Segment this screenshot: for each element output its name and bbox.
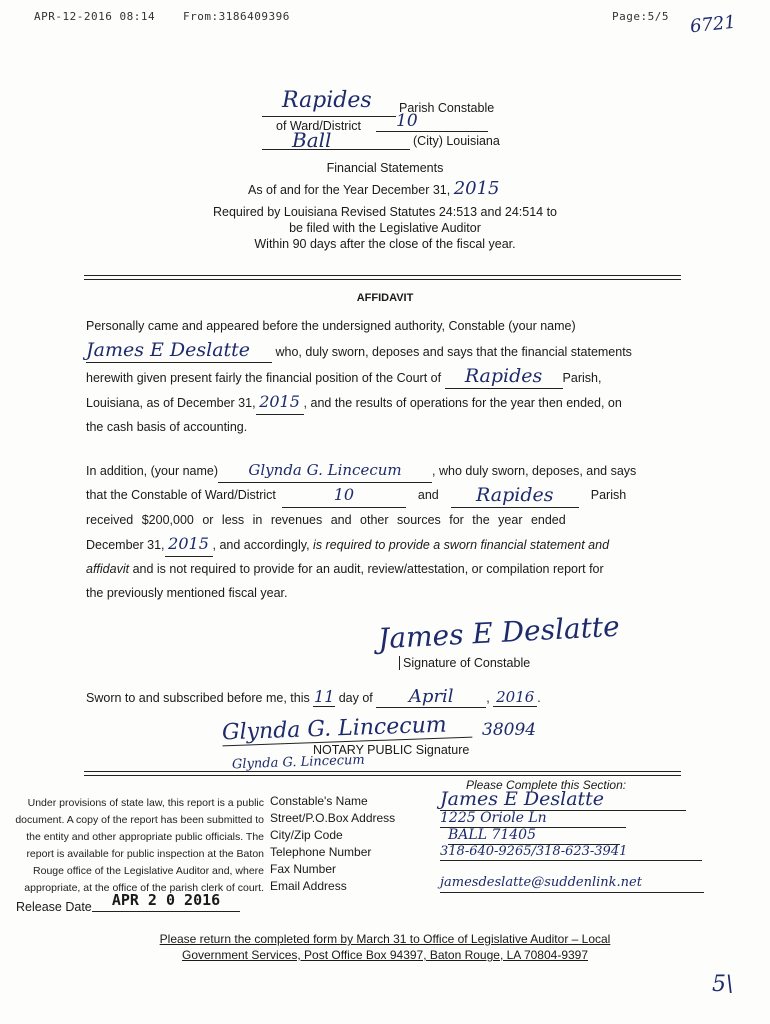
info-street-value: 1225 Oriole Ln (440, 810, 626, 828)
side-note-line: document. A copy of the report has been submitted to (15, 814, 264, 826)
parish-value: Rapides (282, 88, 372, 113)
constable-name-field: James E Deslatte (86, 338, 272, 363)
affidavit-paragraph-1 (86, 314, 686, 439)
p2-line-5-text: and is not required to provide for an audit, review/attestation, or compilation report for (132, 562, 604, 576)
fs-asof (248, 178, 500, 199)
requirement-line-2: be filed with the Legislative Auditor (289, 221, 481, 235)
p1-line-2 (86, 338, 686, 364)
label-email: Email Address (270, 879, 347, 893)
sworn-text-b: day of (338, 691, 373, 705)
info-telephone-value: 318-640-9265/318-623-3941 (440, 843, 702, 861)
info-labels (270, 793, 395, 895)
fax-from: From:3186409396 (183, 10, 290, 23)
label-constable-name: Constable's Name (270, 794, 368, 808)
fax-page: Page:5/5 (612, 10, 669, 23)
p2-line-5 (86, 557, 686, 581)
p1-line-5: the cash basis of accounting. (86, 420, 248, 434)
divider-top (84, 275, 681, 276)
city-label: (City) Louisiana (413, 134, 500, 148)
divider-bottom (84, 771, 681, 772)
sworn-line: Sworn to and subscribed before me, this 11 day of April , 2016 . (86, 686, 541, 707)
p1-line-4-end: , and the results of operations for the year then ended, on (303, 396, 622, 410)
p2-line-1 (86, 458, 686, 483)
sworn-day-field: 11 (314, 687, 335, 706)
city-field (262, 128, 410, 152)
p2-italic-affidavit: affidavit (86, 562, 130, 576)
p1-line-3-text: herewith given present fairly the financial position of the Court of (86, 371, 442, 385)
p2-line-2 (86, 483, 686, 508)
info-city-zip-value: BALL 71405 (448, 827, 620, 845)
label-telephone: Telephone Number (270, 845, 372, 859)
side-note-line: Rouge office of the Legislative Auditor and, where (33, 865, 264, 877)
label-fax: Fax Number (270, 862, 337, 876)
p2-line-2-text: that the Constable of Ward/District (86, 488, 276, 502)
ward-field (376, 111, 488, 132)
p1-parish-field: Rapides (445, 364, 563, 389)
affidavit-paragraph-2 (86, 458, 686, 605)
please-complete: Please Complete this Section: (466, 778, 627, 792)
p1-parish-suffix: Parish, (562, 371, 602, 385)
fs-year: 2015 (453, 178, 500, 199)
page-mark: 5\ (712, 972, 734, 997)
side-note-line: Under provisions of state law, this report is a public (27, 797, 264, 809)
sworn-year-field: 2016 (493, 688, 537, 707)
constable-signature: James E Deslatte (377, 609, 621, 656)
requirement-line-3: Within 90 days after the close of the fiscal year. (254, 237, 516, 251)
p1-line-4-text: Louisiana, as of December 31, (86, 396, 256, 410)
p2-line-1-end: , who duly sworn, deposes, and says (432, 464, 637, 478)
p1-year-field: 2015 (256, 390, 304, 415)
notary-signature-label: NOTARY PUBLIC Signature (313, 743, 470, 757)
p2-italic-text: is required to provide a sworn financial statement and (313, 538, 610, 552)
p1-line-4 (86, 390, 686, 415)
release-date-label: Release Date (16, 900, 92, 914)
p2-line-6: the previously mentioned fiscal year. (86, 586, 288, 600)
fs-asof-text: As of and for the Year December 31, (248, 183, 451, 197)
side-note-line: appropriate, at the office of the parish clerk of court. (24, 882, 264, 894)
ward-label: of Ward/District (276, 119, 361, 133)
divider-top-2 (84, 279, 681, 280)
requirement-line-1: Required by Louisiana Revised Statutes 24:513 and 24:514 to (213, 205, 557, 219)
p2-ward-field: 10 (282, 483, 406, 508)
p2-line-4-mid: , and accordingly, (212, 538, 310, 552)
release-date-stamp: APR 2 0 2016 (92, 889, 240, 912)
p2-line-1-text: In addition, (your name) (86, 464, 219, 478)
public-record-note (0, 795, 264, 897)
notary-number: 38094 (482, 720, 537, 740)
fs-title: Financial Statements (326, 161, 444, 175)
p2-name-field: Glynda G. Lincecum (218, 458, 432, 483)
side-note-line: report is available for public inspection at the Baton (26, 848, 264, 860)
info-email-value: jamesdeslatte@suddenlink.net (440, 874, 704, 893)
notary-signature: Glynda G. Lincecum (222, 712, 473, 747)
p1-line-3 (86, 364, 686, 390)
p2-year-field: 2015 (165, 532, 213, 557)
constable-signature-label: Signature of Constable (399, 656, 530, 670)
ward-value: 10 (396, 111, 418, 131)
label-street: Street/P.O.Box Address (270, 811, 396, 825)
handwritten-number: 6721 (689, 11, 737, 38)
p1-line-1: Personally came and appeared before the undersigned authority, Constable (your name) (86, 319, 576, 333)
info-name-value: James E Deslatte (440, 789, 686, 811)
parish-field (262, 90, 396, 117)
p2-line-4 (86, 532, 686, 557)
p2-line-3: received $200,000 or less in revenues and other sources for the year ended (86, 513, 566, 527)
sworn-text-a: Sworn to and subscribed before me, this (86, 691, 310, 705)
side-note-line: the entity and other appropriate public officials. The (26, 831, 264, 843)
p2-line-4-text: December 31, (86, 538, 165, 552)
p2-parish-field: Rapides (451, 483, 579, 508)
footer-line-1: Please return the completed form by March 31 to Office of Legislative Auditor – Local (159, 932, 611, 946)
notary-printed-name: Glynda G. Lincecum (231, 752, 366, 773)
footer-line-2: Government Services, Post Office Box 94397, Baton Rouge, LA 70804-9397 (181, 948, 589, 962)
fax-datetime: APR-12-2016 08:14 (34, 10, 156, 23)
p2-parish-suffix: Parish (590, 488, 627, 502)
divider-bottom-2 (84, 775, 681, 776)
sworn-month-field: April (376, 686, 486, 708)
affidavit-title: AFFIDAVIT (356, 292, 414, 304)
label-city-zip: City/Zip Code (270, 828, 343, 842)
p1-line-2-text: who, duly sworn, deposes and says that the financial statements (275, 345, 632, 359)
parish-label: Parish Constable (399, 101, 495, 115)
city-value: Ball (292, 128, 332, 152)
p2-and: and (417, 488, 439, 502)
